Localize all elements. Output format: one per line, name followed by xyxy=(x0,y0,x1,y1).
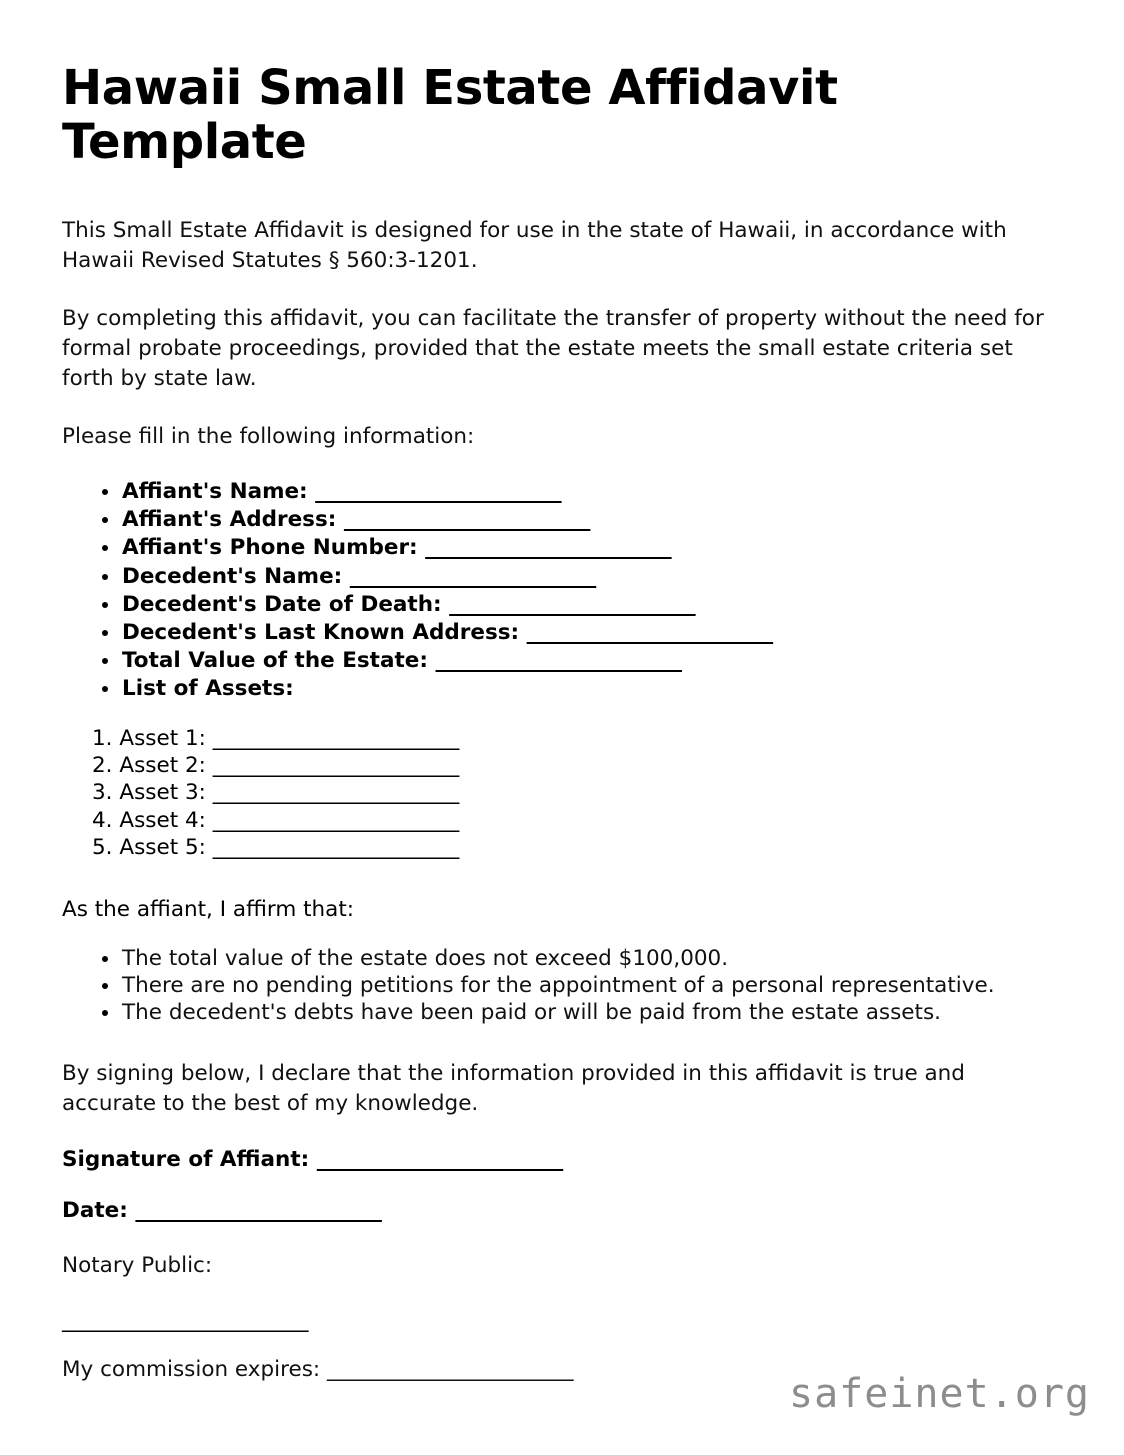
list-item xyxy=(92,752,1064,779)
asset-label: Asset 3: xyxy=(119,780,206,806)
field-blank[interactable]: ________________________ xyxy=(435,648,682,673)
asset-blank[interactable]: ________________________ xyxy=(212,834,459,860)
list-item xyxy=(100,619,1064,647)
notary-signature-blank[interactable]: ________________________ xyxy=(62,1307,308,1333)
field-blank[interactable]: ________________________ xyxy=(315,479,562,505)
affirmation-intro: As the affiant, I affirm that: xyxy=(62,896,355,922)
fill-instruction: Please fill in the following information: xyxy=(62,423,475,449)
date-row xyxy=(62,1198,1064,1223)
field-label: Decedent's Name: xyxy=(122,563,343,589)
notary-public-label: Notary Public: xyxy=(62,1252,213,1278)
asset-number: 1. xyxy=(92,726,113,752)
list-item xyxy=(100,675,1064,703)
document-content xyxy=(62,62,1064,1382)
list-item: The total value of the estate does not exceed $100,000. xyxy=(100,945,1064,972)
asset-label: Asset 1: xyxy=(119,726,206,752)
field-label: Total Value of the Estate: xyxy=(122,648,428,673)
asset-blank[interactable]: ________________________ xyxy=(212,780,459,806)
list-item: There are no pending petitions for the appointment of a personal representative. xyxy=(100,972,1064,999)
asset-label: Asset 2: xyxy=(119,753,206,779)
asset-label: Asset 5: xyxy=(119,834,206,860)
asset-number: 2. xyxy=(92,753,113,779)
affirmation-list xyxy=(62,945,1064,1027)
list-item xyxy=(92,725,1064,752)
commission-blank[interactable]: ________________________ xyxy=(327,1356,574,1382)
date-blank[interactable]: ________________________ xyxy=(135,1197,382,1223)
asset-number: 5. xyxy=(92,834,113,860)
list-item xyxy=(100,563,1064,591)
purpose-paragraph: By completing this affidavit, you can facilitate the transfer of property without the need for formal probate proceedings, provided that the estate meets the small estate criteria set forth by state law. xyxy=(62,305,1044,391)
list-item xyxy=(100,591,1064,619)
list-item xyxy=(100,478,1064,506)
field-label: Decedent's Last Known Address: xyxy=(122,619,520,645)
signature-blank[interactable]: ________________________ xyxy=(316,1146,563,1172)
intro-paragraph: This Small Estate Affidavit is designed for use in the state of Hawaii, in accordance with Hawaii Revised Statutes § 560:3-1201. xyxy=(62,217,1007,273)
field-label: Affiant's Name: xyxy=(122,479,308,505)
asset-blank[interactable]: ________________________ xyxy=(212,726,459,752)
field-label: Affiant's Phone Number: xyxy=(122,535,418,561)
asset-list xyxy=(62,725,1064,860)
field-label: Decedent's Date of Death: xyxy=(122,591,442,617)
declaration-paragraph: By signing below, I declare that the information provided in this affidavit is true and accurate to the best of my knowledge. xyxy=(62,1060,965,1116)
list-item xyxy=(92,807,1064,834)
list-item xyxy=(100,506,1064,534)
site-watermark: safeinet.org xyxy=(789,1371,1090,1417)
field-blank[interactable]: ________________________ xyxy=(526,619,773,645)
field-label: Affiant's Address: xyxy=(122,507,337,533)
list-item xyxy=(92,834,1064,861)
list-item xyxy=(100,647,1064,675)
list-item: The decedent's debts have been paid or will be paid from the estate assets. xyxy=(100,999,1064,1026)
field-blank[interactable]: ________________________ xyxy=(343,507,590,533)
field-label: List of Assets: xyxy=(122,676,294,702)
list-item xyxy=(100,534,1064,562)
signature-label: Signature of Affiant: xyxy=(62,1146,310,1172)
field-blank[interactable]: ________________________ xyxy=(425,535,672,561)
asset-number: 4. xyxy=(92,807,113,833)
signature-of-affiant-row xyxy=(62,1147,1064,1172)
affidavit-field-list xyxy=(62,478,1064,703)
field-blank[interactable]: ________________________ xyxy=(449,591,696,617)
asset-number: 3. xyxy=(92,780,113,806)
asset-blank[interactable]: ________________________ xyxy=(212,753,459,779)
field-blank[interactable]: ________________________ xyxy=(349,563,596,589)
page-title: Hawaii Small Estate Affidavit Template xyxy=(62,60,838,170)
asset-blank[interactable]: ________________________ xyxy=(212,807,459,833)
date-label: Date: xyxy=(62,1197,128,1223)
asset-label: Asset 4: xyxy=(119,807,206,833)
list-item xyxy=(92,779,1064,806)
commission-label: My commission expires: xyxy=(62,1356,321,1382)
